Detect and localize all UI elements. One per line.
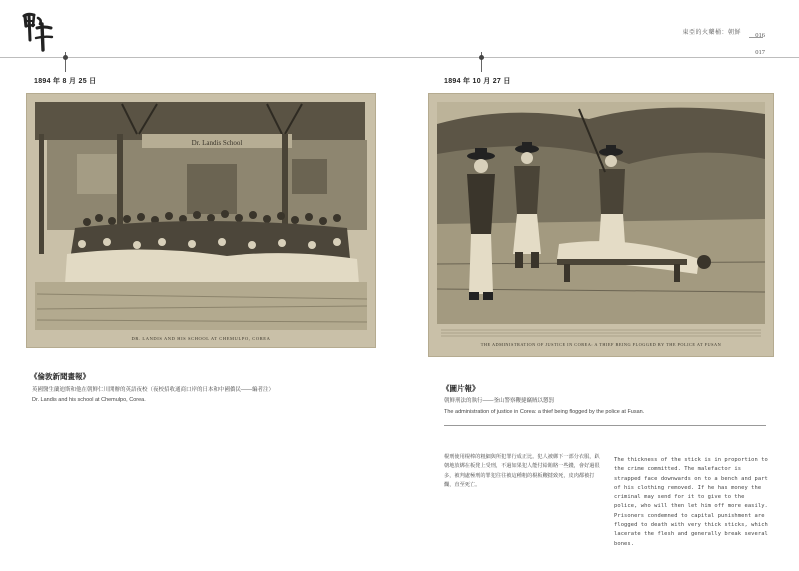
caption-zh-left: 英國醫生蘭迪斯和他在朝鮮仁川開辦的英語夜校（夜校招收通商口岸的日本和中國僑民——編者注） xyxy=(32,387,275,393)
page-number-right: 017 xyxy=(755,49,765,56)
timeline-dot-right xyxy=(479,55,484,60)
caption-en-left: Dr. Landis and his school at Chemulpo, Corea. xyxy=(32,397,146,403)
photo-school xyxy=(26,93,376,348)
source-title-left: 《倫敦新聞畫報》 xyxy=(30,372,90,381)
photo-school-caption: DR. LANDIS AND HIS SCHOOL AT CHEMULPO, COREA xyxy=(131,336,271,341)
caption-zh-right: 朝鮮刑法的執行——釜山警察鞭撻竊賊以懲罰 xyxy=(444,398,555,404)
page-numbers xyxy=(755,27,765,61)
calligraphy-logo xyxy=(20,10,54,54)
body-text-zh: 棍刑使用棍棒的粗細與所犯罪行成正比。犯人被綁下一部分衣服，趴朝地放綁在板凳上受刑，不過如果犯人能付給賄賂一些錢，會好過很多，被判處極刑的罪犯往往被這種粗的棍板鞭撻致死，皮肉都被打爛，直至死亡。 xyxy=(444,454,600,488)
photo-flogging-caption: THE ADMINISTRATION OF JUSTICE IN COREA: A THIEF BEING FLOGGED BY THE POLICE AT FUSAN xyxy=(480,342,722,347)
date-right: 1894 年 10 月 27 日 xyxy=(444,78,511,85)
timeline-dot-left xyxy=(63,55,68,60)
page-number-left: 016 xyxy=(755,32,765,39)
folio-divider xyxy=(749,37,763,38)
caption-en-right: The administration of justice in Corea: a thief being flogged by the police at Fusan. xyxy=(444,409,645,415)
running-head: 東亞的火藥桶：朝鮮 xyxy=(682,30,741,36)
source-title-right: 《圖片報》 xyxy=(442,384,480,393)
date-left: 1894 年 8 月 25 日 xyxy=(34,78,97,85)
school-sign: Dr. Landis School xyxy=(191,139,243,147)
body-text-en: The thickness of the stick is in proportion to the crime committed. The malefactor is strapped face downwards on to a bench and part of his clothing removed. If he has money the criminal may send for it to give to the police, who will then let him off more easily. Prisoners condemned to capital punishment are flogged to death with very thick sticks, which lacerate the flesh and generally break several bones. xyxy=(614,457,768,547)
photo-flogging xyxy=(428,93,774,357)
caption-divider xyxy=(444,425,766,426)
timeline-rule xyxy=(0,57,799,58)
